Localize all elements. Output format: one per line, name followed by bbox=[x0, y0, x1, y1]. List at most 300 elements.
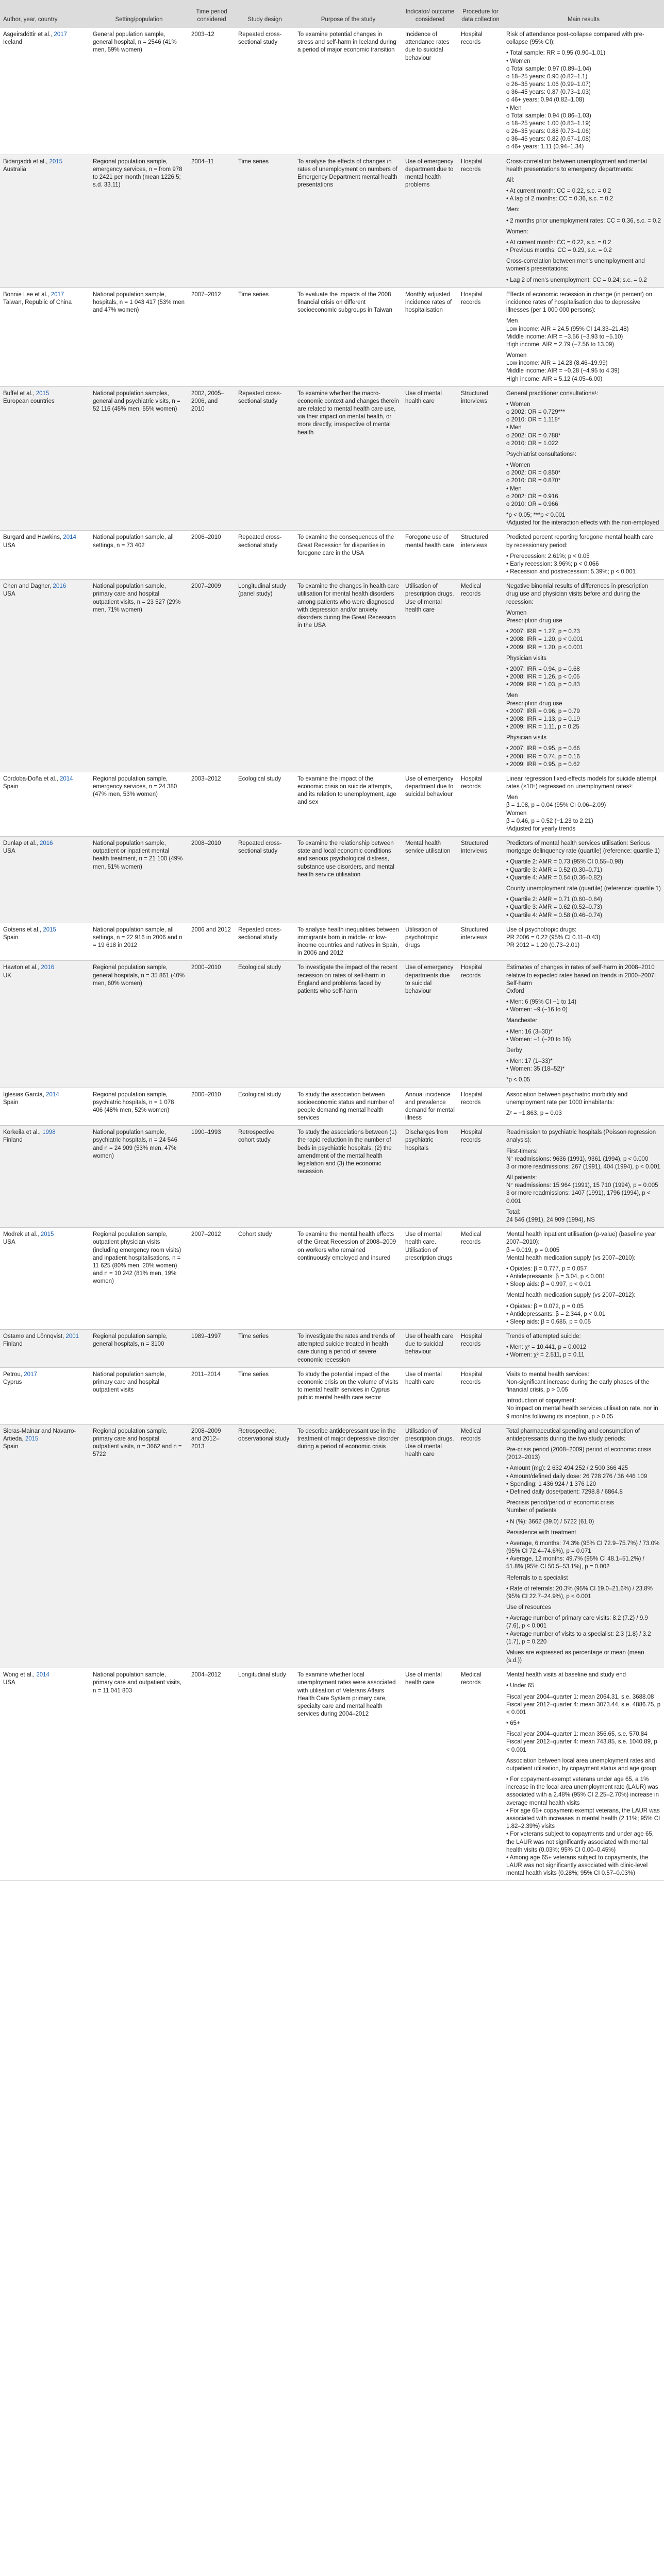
result-line: Number of patients bbox=[506, 1507, 557, 1514]
reference-year-link[interactable]: 2016 bbox=[53, 583, 67, 590]
cell-indicator: Use of mental health care bbox=[402, 1368, 458, 1425]
result-line: Low income: AIR = 14.23 (8.46–19.99) bbox=[506, 360, 608, 367]
result-line: • Women: χ² = 2.511, p = 0.11 bbox=[506, 1352, 585, 1359]
cell-period: 2003–2012 bbox=[188, 772, 235, 837]
header-period: Time period considered bbox=[188, 0, 235, 28]
result-line: β = 1.08, p = 0.04 (95% CI 0.06–2.09) bbox=[506, 802, 606, 809]
cell-indicator: Use of emergency departments due to suicidal behaviour bbox=[402, 961, 458, 1088]
result-line: o 2010: OR = 1.022 bbox=[506, 440, 558, 447]
result-line: • Previous months: CC = 0.29, s.c. = 0.2 bbox=[506, 247, 612, 254]
cell-procedure: Hospital records bbox=[458, 961, 503, 1088]
result-line: o 46+ years: 1.11 (0.94–1.34) bbox=[506, 144, 584, 150]
country: Taiwan, Republic of China bbox=[3, 299, 72, 306]
cell-indicator: Utilisation of psychotropic drugs bbox=[402, 923, 458, 961]
cell-procedure: Hospital records bbox=[458, 28, 503, 155]
result-line: • Amount/defined daily dose: 26 728 276 / 36 446 109 bbox=[506, 1473, 648, 1480]
cell-author bbox=[0, 387, 90, 531]
cell-procedure: Hospital records bbox=[458, 1126, 503, 1228]
cell-indicator: Use of mental health care. Utilisation of prescription drugs bbox=[402, 1228, 458, 1330]
result-line: • Women: 35 (18–52)* bbox=[506, 1066, 565, 1073]
cell-results bbox=[503, 387, 664, 531]
reference-year-link[interactable]: 2015 bbox=[40, 1231, 54, 1238]
cell-indicator: Utilisation of prescription drugs. Use of mental health care bbox=[402, 1425, 458, 1668]
result-line: PR 2006 = 0.22 (95% CI 0.11–0.43) bbox=[506, 934, 601, 941]
result-line: Use of psychotropic drugs: bbox=[506, 926, 577, 933]
cell-period: 2007–2012 bbox=[188, 1228, 235, 1330]
cell-setting: Regional population sample, emergency services, n = from 978 to 2421 per month (mean 1226.5; s.d. 33.11) bbox=[90, 155, 188, 288]
result-line: *p < 0.05; ***p < 0.001 bbox=[506, 512, 566, 519]
result-line: • Opiates: β = 0.777, p = 0.057 bbox=[506, 1265, 587, 1272]
cell-author bbox=[0, 1425, 90, 1668]
cell-purpose: To evaluate the impacts of the 2008 financial crisis on different socioeconomic subgroups in Taiwan bbox=[294, 288, 402, 387]
result-line: • 2007: IRR = 0.95, p = 0.66 bbox=[506, 745, 580, 752]
result-line: ¹Adjusted for yearly trends bbox=[506, 825, 576, 832]
cell-design: Cohort study bbox=[235, 1228, 294, 1330]
cell-purpose: To examine potential changes in stress and self-harm in Iceland during a period of major economic transition bbox=[294, 28, 402, 155]
cell-procedure: Hospital records bbox=[458, 772, 503, 837]
cell-results bbox=[503, 772, 664, 837]
result-line: All: bbox=[506, 177, 514, 183]
result-line: • For copayment-exempt veterans under age 65, a 1% increase in the local area unemployment rate (LAUR) was associated with a 2.48% (95% CI 2.25–2.70%) increase in average mental health visits bbox=[506, 1776, 661, 1806]
cell-purpose: To examine the changes in health care utilisation for mental health disorders among patients who were diagnosed with depression and/or anxiety disorders during the Great Recession in the USA bbox=[294, 580, 402, 772]
result-line: Mental health inpatient utilisation (p-value) (baseline year 2007–2010): bbox=[506, 1231, 658, 1246]
result-line: 3 or more readmissions: 267 (1991), 404 (1994), p < 0.001 bbox=[506, 1163, 660, 1170]
header-results: Main results bbox=[503, 0, 664, 28]
result-line: Referrals to a specialist bbox=[506, 1574, 568, 1581]
cell-setting: Regional population sample, general hospitals, n = 35 861 (40% men, 60% women) bbox=[90, 961, 188, 1088]
cell-setting: National population sample, psychiatric hospitals, n = 24 546 and n = 24 909 (53% men, 47% women) bbox=[90, 1126, 188, 1228]
header-purpose: Purpose of the study bbox=[294, 0, 402, 28]
cell-procedure: Medical records bbox=[458, 1668, 503, 1881]
result-line: • 2008: IRR = 1.13, p = 0.19 bbox=[506, 716, 580, 722]
result-line: • Men bbox=[506, 105, 522, 111]
result-line: • Average number of primary care visits: 8.2 (7.2) / 9.9 (7.6), p < 0.001 bbox=[506, 1615, 650, 1630]
result-line: High income: AIR = 5.12 (4.05–6.00) bbox=[506, 376, 603, 382]
cell-results bbox=[503, 531, 664, 580]
result-line: Non-significant increase during the early phases of the financial crisis, p > 0.05 bbox=[506, 1379, 651, 1394]
cell-indicator: Use of health care due to suicidal behaviour bbox=[402, 1330, 458, 1368]
result-line: • Quartile 4: AMR = 0.58 (0.46–0.74) bbox=[506, 912, 602, 919]
cell-results bbox=[503, 1228, 664, 1330]
cell-period: 1990–1993 bbox=[188, 1126, 235, 1228]
reference-year-link[interactable]: 2016 bbox=[41, 964, 55, 971]
cell-setting: National population samples, general and psychiatric visits, n = 52 116 (45% men, 55% women) bbox=[90, 387, 188, 531]
cell-purpose: To investigate the impact of the recent recession on rates of self-harm in England and problems faced by patients who self-harm bbox=[294, 961, 402, 1088]
result-line: Men bbox=[506, 318, 518, 325]
result-line: o 2002: OR = 0.788* bbox=[506, 432, 561, 439]
result-line: • 2007: IRR = 0.94, p = 0.68 bbox=[506, 666, 580, 672]
cell-setting: National population sample, primary care and outpatient visits, n = 11 041 803 bbox=[90, 1668, 188, 1881]
cell-period: 2011–2014 bbox=[188, 1368, 235, 1425]
result-line: • Quartile 3: AMR = 0.52 (0.30–0.71) bbox=[506, 867, 602, 873]
result-line: • Women bbox=[506, 58, 530, 64]
cell-indicator: Monthly adjusted incidence rates of hospitalisation bbox=[402, 288, 458, 387]
cell-author bbox=[0, 531, 90, 580]
author-name: Wong et al., bbox=[3, 1672, 37, 1679]
cell-setting: National population sample, outpatient or inpatient mental health treatment, n = 21 100 (49% men, 51% women) bbox=[90, 837, 188, 923]
result-line: • Men: 6 (95% CI −1 to 14) bbox=[506, 999, 577, 1006]
cell-procedure: Structured interviews bbox=[458, 387, 503, 531]
result-line: • For veterans subject to copayments and under age 65, the LAUR was not significantly associated with mental health visits (0.03%; 95% CI 0.00–0.45%) bbox=[506, 1831, 656, 1853]
cell-author bbox=[0, 288, 90, 387]
result-line: Introduction of copayment: bbox=[506, 1398, 576, 1404]
result-line: • Among age 65+ veterans subject to copayments, the LAUR was not significantly associated with clinic-level mental health visits (0.28%; 95% CI 0.57–0.03%) bbox=[506, 1854, 650, 1877]
result-line: Women bbox=[506, 352, 527, 359]
cell-period: 2004–2012 bbox=[188, 1668, 235, 1881]
result-line: • Quartile 3: AMR = 0.62 (0.52–0.73) bbox=[506, 904, 602, 911]
result-line: High income: AIR = 2.79 (−7.56 to 13.09) bbox=[506, 341, 615, 348]
result-line: o 2010: OR = 0.966 bbox=[506, 501, 558, 507]
result-line: • Opiates: β = 0.072, p = 0.05 bbox=[506, 1303, 584, 1310]
result-line: o Total sample: 0.97 (0.89–1.04) bbox=[506, 65, 591, 72]
result-line: Total pharmaceutical spending and consumption of antidepressants during the two study periods: bbox=[506, 1428, 642, 1442]
result-line: • Antidepressants: β = 2.344, p < 0.01 bbox=[506, 1311, 606, 1317]
result-line: Prescription drug use bbox=[506, 618, 562, 624]
author-name: Petrou, bbox=[3, 1371, 24, 1378]
cell-purpose: To examine the relationship between state and local economic conditions and serious psychological distress, substance use disorders, and mental health service utilisation bbox=[294, 837, 402, 923]
result-line: Women bbox=[506, 810, 527, 817]
result-line: Self-harm bbox=[506, 980, 532, 987]
cell-results bbox=[503, 1330, 664, 1368]
cell-design: Longitudinal study (panel study) bbox=[235, 580, 294, 772]
header-setting: Setting/population bbox=[90, 0, 188, 28]
cell-period: 2004–11 bbox=[188, 155, 235, 288]
cell-period: 2000–2010 bbox=[188, 961, 235, 1088]
result-line: Men bbox=[506, 692, 518, 699]
result-line: First-timers: bbox=[506, 1148, 538, 1155]
cell-design: Time series bbox=[235, 155, 294, 288]
result-line: • Sleep aids: β = 0.685, p = 0.05 bbox=[506, 1318, 591, 1325]
result-line: Trends of attempted suicide: bbox=[506, 1333, 581, 1340]
reference-year-link[interactable]: 2017 bbox=[54, 31, 68, 38]
result-line: • Quartile 2: AMR = 0.71 (0.60–0.84) bbox=[506, 896, 602, 903]
result-line: Readmission to psychiatric hospitals (Poisson regression analysis): bbox=[506, 1129, 658, 1144]
cell-author bbox=[0, 580, 90, 772]
result-line: • N (%): 3662 (39.0) / 5722 (61.0) bbox=[506, 1518, 594, 1525]
header-indicator: Indicator/ outcome considered bbox=[402, 0, 458, 28]
cell-results bbox=[503, 837, 664, 923]
result-line: Fiscal year 2012–quarter 4: mean 3073.44, s.e. 4886.75, p < 0.001 bbox=[506, 1701, 662, 1716]
cell-indicator: Incidence of attendance rates due to suicidal behaviour bbox=[402, 28, 458, 155]
result-line: • Rate of referrals: 20.3% (95% CI 19.0–21.6%) / 23.8% (95% CI 22.7–24.9%), p < 0.001 bbox=[506, 1585, 655, 1600]
cell-procedure: Medical records bbox=[458, 1425, 503, 1668]
result-line: Values are expressed as percentage or mean (mean (s.d.)) bbox=[506, 1649, 646, 1664]
result-line: Women bbox=[506, 609, 527, 616]
cell-indicator: Annual incidence and prevalence demand for mental illness bbox=[402, 1088, 458, 1126]
cell-author bbox=[0, 1668, 90, 1881]
cell-setting: Regional population sample, psychiatric hospitals, n = 1 078 406 (48% men, 52% women) bbox=[90, 1088, 188, 1126]
result-line: o 26–35 years: 1.06 (0.99–1.07) bbox=[506, 81, 591, 88]
author-name: Hawton et al., bbox=[3, 964, 41, 971]
cell-results bbox=[503, 1368, 664, 1425]
result-line: 24 546 (1991), 24 909 (1994), NS bbox=[506, 1217, 595, 1223]
result-line: • Average, 12 months: 49.7% (95% CI 48.1–51.2%) / 51.8% (95% CI 50.5–53.1%), p = 0.002 bbox=[506, 1556, 646, 1570]
cell-indicator: Foregone use of mental health care bbox=[402, 531, 458, 580]
cell-purpose: To describe antidepressant use in the treatment of major depressive disorder during a period of economic crisis bbox=[294, 1425, 402, 1668]
result-line: • Average, 6 months: 74.3% (95% CI 72.9–75.7%) / 73.0% (95% CI 72.4–74.6%), p = 0.071 bbox=[506, 1540, 661, 1555]
cell-design: Repeated cross-sectional study bbox=[235, 387, 294, 531]
result-line: o 2002: OR = 0.729*** bbox=[506, 409, 566, 416]
country: UK bbox=[3, 972, 11, 979]
cell-procedure: Structured interviews bbox=[458, 531, 503, 580]
result-line: • For age 65+ copayment-exempt veterans, the LAUR was associated with increases in mental health (2.11%; 95% CI 1.82–2.39%) visits bbox=[506, 1807, 662, 1830]
result-line: Total: bbox=[506, 1209, 521, 1215]
cell-period: 2007–2012 bbox=[188, 288, 235, 387]
result-line: • Total sample: RR = 0.95 (0.90–1.01) bbox=[506, 50, 606, 57]
result-line: Pre-crisis period (2008–2009) period of economic crisis (2012–2013) bbox=[506, 1447, 653, 1461]
cell-procedure: Hospital records bbox=[458, 1088, 503, 1126]
result-line: Low income: AIR = 24.5 (95% CI 14.33–21.48) bbox=[506, 326, 629, 332]
country: USA bbox=[3, 542, 15, 549]
result-line: o 2010: OR = 1.118* bbox=[506, 417, 560, 423]
author-name: Bidargaddi et al., bbox=[3, 158, 49, 165]
result-line: o 26–35 years: 0.88 (0.73–1.06) bbox=[506, 128, 591, 135]
author-name: Dunlap et al., bbox=[3, 840, 40, 847]
result-line: Use of resources bbox=[506, 1604, 551, 1611]
cell-indicator: Use of emergency department due to suicidal behaviour bbox=[402, 772, 458, 837]
result-line: Physician visits bbox=[506, 735, 546, 741]
cell-procedure: Hospital records bbox=[458, 1330, 503, 1368]
author-name: Sicras-Mainar and Navarro-Artieda, bbox=[3, 1428, 76, 1442]
result-line: • Quartile 4: AMR = 0.54 (0.36–0.82) bbox=[506, 874, 602, 881]
cell-design: Ecological study bbox=[235, 772, 294, 837]
author-name: Asgeirsdóttir et al., bbox=[3, 31, 54, 38]
result-line: Risk of attendance post-collapse compared with pre-collapse (95% CI): bbox=[506, 31, 644, 46]
result-line: Z² = −1.863, p = 0.03 bbox=[506, 1110, 562, 1116]
result-line: o 18–25 years: 0.90 (0.82–1.1) bbox=[506, 73, 588, 80]
cell-procedure: Hospital records bbox=[458, 288, 503, 387]
result-line: Women: bbox=[506, 228, 528, 235]
country: Cyprus bbox=[3, 1379, 22, 1385]
country: Finland bbox=[3, 1137, 23, 1144]
cell-period: 2000–2010 bbox=[188, 1088, 235, 1126]
result-line: • A lag of 2 months: CC = 0.36, s.c. = 0.2 bbox=[506, 196, 613, 202]
cell-setting: Regional population sample, outpatient physician visits (including emergency room visits) and inpatient hospitalisations, n = 11 625 (80% men, 20% women) and n = 10 242 (81% men, 19% women) bbox=[90, 1228, 188, 1330]
cell-procedure: Structured interviews bbox=[458, 923, 503, 961]
result-line: Mental health medication supply (vs 2007–2010): bbox=[506, 1255, 636, 1261]
cell-setting: National population sample, primary care and hospital outpatient visits bbox=[90, 1368, 188, 1425]
result-line: Cross-correlation between unemployment and mental health presentations to emergency departments: bbox=[506, 158, 649, 173]
cell-design: Repeated cross-sectional study bbox=[235, 531, 294, 580]
cell-setting: Regional population sample, general hospitals, n = 3100 bbox=[90, 1330, 188, 1368]
result-line: Effects of economic recession in change (in percent) on incidence rates of hospitalisation due to depressive illnesses (per 1 000 000 persons): bbox=[506, 291, 654, 314]
result-line: Middle income: AIR = −0.28 (−4.95 to 4.39) bbox=[506, 368, 620, 375]
result-line: • 2008: IRR = 1.20, p < 0.001 bbox=[506, 636, 584, 643]
result-line: Derby bbox=[506, 1047, 522, 1054]
cell-purpose: To investigate the rates and trends of attempted suicide treated in health care during a period of severe economic recession bbox=[294, 1330, 402, 1368]
reference-year-link[interactable]: 2001 bbox=[65, 1333, 79, 1340]
result-line: Cross-correlation between men's unemployment and women's presentations: bbox=[506, 258, 646, 273]
cell-period: 2008–2010 bbox=[188, 837, 235, 923]
author-name: Iglesias García, bbox=[3, 1091, 46, 1098]
result-line: Fiscal year 2004–quarter 1: mean 2064.31, s.e. 3688.08 bbox=[506, 1693, 654, 1700]
result-line: All patients: bbox=[506, 1175, 537, 1181]
cell-purpose: To examine the impact of the economic crisis on suicide attempts, and its relation to unemployment, age and sex bbox=[294, 772, 402, 837]
reference-year-link[interactable]: 2015 bbox=[25, 1435, 39, 1442]
cell-author bbox=[0, 1228, 90, 1330]
result-line: Oxford bbox=[506, 988, 524, 994]
reference-year-link[interactable]: 1998 bbox=[42, 1129, 56, 1136]
cell-procedure: Hospital records bbox=[458, 1368, 503, 1425]
result-line: Physician visits bbox=[506, 655, 546, 662]
author-name: Modrek et al., bbox=[3, 1231, 41, 1238]
cell-period: 2006 and 2012 bbox=[188, 923, 235, 961]
result-line: • Women bbox=[506, 401, 530, 408]
result-line: • Quartile 2: AMR = 0.73 (95% CI 0.55–0.98) bbox=[506, 859, 623, 866]
cell-period: 2008–2009 and 2012–2013 bbox=[188, 1425, 235, 1668]
cell-author bbox=[0, 923, 90, 961]
country: Spain bbox=[3, 1099, 19, 1106]
result-line: o Total sample: 0.94 (0.86–1.03) bbox=[506, 112, 591, 119]
cell-author bbox=[0, 155, 90, 288]
author-name: Burgard and Hawkins, bbox=[3, 534, 63, 541]
cell-setting: General population sample, general hospital, n = 2546 (41% men, 59% women) bbox=[90, 28, 188, 155]
result-line: o 2002: OR = 0.916 bbox=[506, 493, 558, 500]
result-line: • 2009: IRR = 1.11, p = 0.25 bbox=[506, 724, 579, 731]
cell-setting: National population sample, all settings, n = 22 916 in 2006 and n = 19 618 in 2012 bbox=[90, 923, 188, 961]
cell-setting: National population sample, primary care and hospital outpatient visits, n = 23 527 (29% men, 71% women) bbox=[90, 580, 188, 772]
result-line: Manchester bbox=[506, 1018, 538, 1024]
cell-period: 1989–1997 bbox=[188, 1330, 235, 1368]
cell-design: Longitudinal study bbox=[235, 1668, 294, 1881]
country: Iceland bbox=[3, 39, 23, 46]
author-name: Bonnie Lee et al., bbox=[3, 291, 51, 298]
result-line: • At current month: CC = 0.22, s.c. = 0.2 bbox=[506, 188, 611, 195]
result-line: Predictors of mental health services utilisation: Serious mortgage delinquency rate (quartile) (reference: quartile 1) bbox=[506, 840, 660, 855]
cell-purpose: To study the associations between (1) the rapid reduction in the number of beds in psychiatric hospitals, (2) the amendment of the mental health legislation and (3) the economic recession bbox=[294, 1126, 402, 1228]
result-line: o 2010: OR = 0.870* bbox=[506, 478, 561, 484]
result-line: Association between psychiatric morbidity and unemployment rate per 1000 inhabitants: bbox=[506, 1091, 629, 1106]
reference-year-link[interactable]: 2015 bbox=[43, 926, 56, 933]
cell-design: Repeated cross-sectional study bbox=[235, 837, 294, 923]
result-line: • 2009: IRR = 1.20, p < 0.001 bbox=[506, 644, 584, 651]
cell-design: Repeated cross-sectional study bbox=[235, 28, 294, 155]
country: USA bbox=[3, 848, 15, 855]
cell-purpose: To analyse the effects of changes in rates of unemployment on numbers of Emergency Department mental health presentations bbox=[294, 155, 402, 288]
cell-purpose: To study the potential impact of the economic crisis on the volume of visits to mental health services in Cyprus public mental health care sector bbox=[294, 1368, 402, 1425]
result-line: Precrisis period/period of economic crisis bbox=[506, 1500, 614, 1506]
result-line: o 2002: OR = 0.850* bbox=[506, 470, 561, 477]
result-line: • Men: 17 (1–33)* bbox=[506, 1058, 553, 1065]
cell-indicator: Use of mental health care bbox=[402, 1668, 458, 1881]
cell-design: Repeated cross-sectional study bbox=[235, 923, 294, 961]
author-name: Ostamo and Lönnqvist, bbox=[3, 1333, 66, 1340]
cell-setting: Regional population sample, emergency services, n = 24 380 (47% men, 53% women) bbox=[90, 772, 188, 837]
result-line: • At current month: CC = 0.22, s.c. = 0.2 bbox=[506, 239, 611, 246]
reference-year-link[interactable]: 2014 bbox=[63, 534, 76, 541]
cell-author bbox=[0, 1330, 90, 1368]
reference-year-link[interactable]: 2014 bbox=[59, 775, 73, 782]
cell-purpose: To study the association between socioeconomic status and number of people demanding mental health services bbox=[294, 1088, 402, 1126]
country: European countries bbox=[3, 398, 55, 404]
result-line: • Men bbox=[506, 425, 522, 431]
cell-purpose: To analyse health inequalities between immigrants born in middle- or low-income countries and natives in Spain, in 2006 and 2012 bbox=[294, 923, 402, 961]
reference-year-link[interactable]: 2014 bbox=[46, 1091, 59, 1098]
country: Spain bbox=[3, 1444, 19, 1450]
cell-procedure: Hospital records bbox=[458, 155, 503, 288]
result-line: • Spending: 1 436 924 / 1 376 120 bbox=[506, 1481, 596, 1487]
cell-author bbox=[0, 772, 90, 837]
author-name: Gotsens et al., bbox=[3, 926, 43, 933]
cell-results bbox=[503, 1425, 664, 1668]
reference-year-link[interactable]: 2016 bbox=[39, 840, 53, 847]
reference-year-link[interactable]: 2015 bbox=[36, 390, 49, 397]
cell-results bbox=[503, 155, 664, 288]
cell-period: 2002, 2005–2006, and 2010 bbox=[188, 387, 235, 531]
cell-procedure: Structured interviews bbox=[458, 837, 503, 923]
result-line: Negative binomial results of differences in prescription drug use and physician visits before and during the recession: bbox=[506, 583, 650, 605]
reference-year-link[interactable]: 2017 bbox=[24, 1371, 37, 1378]
result-line: • Men bbox=[506, 485, 522, 492]
cell-indicator: Utilisation of prescription drugs. Use of mental health care bbox=[402, 580, 458, 772]
country: USA bbox=[3, 1680, 15, 1686]
country: Australia bbox=[3, 166, 26, 173]
result-line: • Men: χ² = 10.441, p = 0.0012 bbox=[506, 1344, 587, 1351]
header-design: Study design bbox=[235, 0, 294, 28]
cell-results bbox=[503, 580, 664, 772]
cell-procedure: Medical records bbox=[458, 1228, 503, 1330]
result-line: *p < 0.05 bbox=[506, 1077, 530, 1083]
result-line: Predicted percent reporting foregone mental health care by recessionary period: bbox=[506, 534, 655, 549]
result-line: • Women bbox=[506, 462, 530, 469]
cell-purpose: To examine the consequences of the Great Recession for disparities in foregone care in the USA bbox=[294, 531, 402, 580]
result-line: • Men: 16 (3–30)* bbox=[506, 1028, 553, 1035]
result-line: Mental health visits at baseline and study end bbox=[506, 1672, 626, 1679]
cell-design: Time series bbox=[235, 1330, 294, 1368]
cell-results bbox=[503, 1668, 664, 1881]
reference-year-link[interactable]: 2015 bbox=[49, 158, 63, 165]
result-line: Men bbox=[506, 794, 518, 801]
result-line: • Sleep aids: β = 0.997, p < 0.01 bbox=[506, 1281, 591, 1288]
result-line: Psychiatrist consultations¹: bbox=[506, 451, 577, 457]
cell-author bbox=[0, 1126, 90, 1228]
cell-design: Ecological study bbox=[235, 961, 294, 1088]
result-line: • Women: −1 (−20 to 16) bbox=[506, 1036, 571, 1043]
result-line: Fiscal year 2012–quarter 4: mean 743.85, s.e. 1040.89, p < 0.001 bbox=[506, 1739, 659, 1753]
cell-author bbox=[0, 1088, 90, 1126]
result-line: Prescription drug use bbox=[506, 700, 562, 707]
result-line: Visits to mental health services: bbox=[506, 1371, 589, 1378]
cell-indicator: Use of emergency department due to mental health problems bbox=[402, 155, 458, 288]
cell-purpose: To examine whether local unemployment rates were associated with utilisation of Veterans Affairs Health Care System primary care, specialty care and mental health services during 2004–2012 bbox=[294, 1668, 402, 1881]
result-line: • Antidepressants: β = 3.04, p < 0.001 bbox=[506, 1274, 606, 1280]
cell-purpose: To examine the mental health effects of the Great Recession of 2008–2009 on workers who remained continuously employed and insured bbox=[294, 1228, 402, 1330]
cell-design: Time series bbox=[235, 288, 294, 387]
cell-setting: National population sample, hospitals, n = 1 043 417 (53% men and 47% women) bbox=[90, 288, 188, 387]
cell-period: 2006–2010 bbox=[188, 531, 235, 580]
result-line: • 2008: IRR = 0.74, p = 0.16 bbox=[506, 753, 580, 760]
result-line: PR 2012 = 1.20 (0.73–2.01) bbox=[506, 942, 580, 949]
result-line: • Lag 2 of men's unemployment: CC = 0.24; s.c. = 0.2 bbox=[506, 277, 647, 283]
reference-year-link[interactable]: 2014 bbox=[36, 1672, 49, 1679]
result-line: o 18–25 years: 1.00 (0.83–1.19) bbox=[506, 120, 591, 127]
result-line: • 2 months prior unemployment rates: CC = 0.36, s.c. = 0.2 bbox=[506, 217, 661, 224]
cell-design: Retrospective cohort study bbox=[235, 1126, 294, 1228]
cell-author bbox=[0, 961, 90, 1088]
result-line: • Women: −9 (−16 to 0) bbox=[506, 1007, 568, 1013]
result-line: • Defined daily dose/patient: 7298.8 / 6864.8 bbox=[506, 1488, 623, 1495]
result-line: o 36–45 years: 0.82 (0.67–1.08) bbox=[506, 136, 591, 143]
cell-design: Retrospective, observational study bbox=[235, 1425, 294, 1668]
cell-indicator: Discharges from psychiatric hospitals bbox=[402, 1126, 458, 1228]
result-line: Estimates of changes in rates of self-harm in 2008–2010 relative to expected rates based on trends in 2000–2007: bbox=[506, 964, 656, 979]
cell-results bbox=[503, 961, 664, 1088]
header-author: Author, year, country bbox=[0, 0, 90, 28]
result-line: • Amount (mg): 2 632 494 252 / 2 500 366 425 bbox=[506, 1465, 628, 1472]
reference-year-link[interactable]: 2017 bbox=[51, 291, 64, 298]
result-line: General practitioner consultations¹: bbox=[506, 390, 599, 397]
cell-author bbox=[0, 28, 90, 155]
